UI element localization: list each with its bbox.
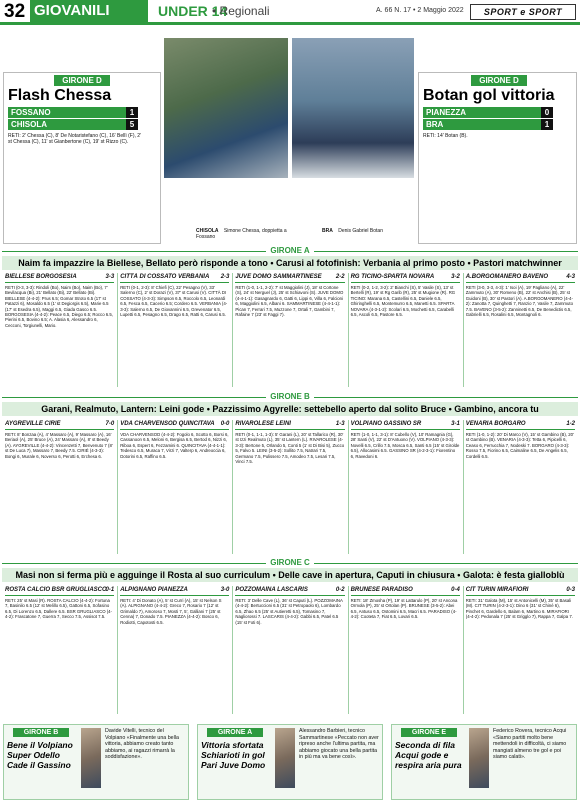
column-divider (232, 586, 233, 714)
match-teams: CITTÀ DI COSSATO VERBANIA (120, 274, 210, 280)
match-report (232, 586, 347, 714)
match-report (463, 273, 578, 387)
article-headline: Flash Chessa (8, 87, 112, 104)
match-teams: AYGREVILLE CIRIÉ (5, 421, 61, 427)
column-divider (463, 420, 464, 554)
caption-text: Denis Gabriel Botan (338, 228, 383, 234)
match-report (117, 420, 232, 554)
photo-bra-player (292, 38, 414, 178)
match-details: RETI: 3' Delle Cave (L), 36' st Caputi (L). POZZOMAINA (4-4-2): Bertuccioni 6.5 (31' st Petropaolo 6), Lombardo 6.5, Zhao 6.5 (25' st Autieretti 6.5), Tomasino 7, Nagliorossi 7. LASCARIS (4-4-2): Gabbi 6.5, Patel 6.5 (15' st Foti 6). (235, 598, 343, 625)
girone-b-headline: Garani, Realmuto, Lantern: Leini gode • Pazzissimo Agyrelle: settebello aperto dal solito Bruce • Gambino, ancora tu (2, 402, 578, 416)
match-details: RETI: 18' Zmosha (P), 19' st Lattarulo (P), 20' st Ancona Ormola (P), 25' st Ortolan (P). BRUNESE (3-5-2): Abei 6.5, Antuso 6.5, Ostomini 6.5, Macri 6.5. PARADISO (4-4-2): Cooteta 7, Fiat 6.5, Lovari 6.5. (350, 598, 458, 620)
match-details: RETI (1-0, 1-1, 2-2): 7' st Maggiolini (J), 18' st Cortone (S), 24' st Nerguel (J), 25' st Schiavoni (S). JUVE DOMO (4-4-1-1): Gasagnardo 6, Gatti 6, Lippi 6, Villa 6, Falcioni 6, Maggiolini 6.5, Albani 6. SAMMARTINESE (4-4-1-1): Pican 7, Ferrari 7.5, Muzzone 7, Ortali 7, Gambini 7, Rafaine 7 (23' st Faggi 7). (235, 285, 344, 318)
match-score: 2-3 (220, 274, 230, 280)
team-name: PIANEZZA (426, 108, 466, 117)
match-score: 2-2 (335, 274, 345, 280)
match-details: RETI: 8' Bonzaa (A), 4' Massaro (A), 9' Massaro (A), 16' Beriaol (A), 25' Bruce (A), 24' Massaro (A), 8' st Beedy (A). AYGREVILLE (4-4-2): Vincenzetti 7, Benvenuto 7 (8' st De Luca 7), Massaro 7, Beedy 7.5. CIRIÉ (4-3-3): Bongi 6, Murale 6, Noverso 6, Perotti 6, Erchesa 6. (5, 432, 113, 459)
match-title (235, 586, 344, 596)
column-divider (348, 273, 349, 387)
interview-photo (275, 728, 295, 788)
column-divider (232, 420, 233, 554)
match-details: RETI (0-3, 3-3): Rindoli (Bo), Naim (Bo), Naim (Bo), 7' Bevilacqua (Bi), 21' Bellato (Bi), 22' Bellato (Bi). BIELLESE (4-4-2): Prus 6.5; Gomar Stroto 6.5 (17' st Patazzi 6), Mosaldo 6.5 (1' st Degiorgis 6.5), Marie 6.5 (17' st Esedra 6.5), Maggi 6.5, Giada Gasco 6.5. BORGOSESIA (4-4-2): Peace 6.5, Diego 6.5; Rocco 6.5, Pierini 6.5, Bovino 6.5; A. Alasia 6, Alessandro 6, Cecconi, Torgiunelli, Mario. (5, 285, 113, 328)
match-teams: VENARIA BORGARO (465, 421, 526, 427)
match-title (235, 273, 344, 283)
match-report (463, 586, 578, 714)
score-row (8, 107, 138, 118)
column-divider (117, 586, 118, 714)
match-score: 3-0 (220, 587, 230, 593)
match-report (117, 586, 232, 714)
match-report (2, 586, 117, 714)
match-teams: ALPIGNANO PIANEZZA (120, 587, 188, 593)
match-score: 3-1 (451, 421, 460, 427)
match-score: 3-3 (105, 274, 115, 280)
interview-quote: Federico Rovera, tecnico Acqui «Siamo partiti molto bene mettendoli in difficoltà, ci siamo mangiati almeno tre gol e poi siamo calati». (493, 728, 567, 761)
match-teams: A.BORGOMANERO BAVENO (465, 274, 549, 280)
column-divider (463, 586, 464, 714)
match-details: RETI: 25' st Masi (R). ROSTA CALCIO (4-4-2): Fortuna 7, Basinilo 6.5 (12' st Melillo 6.5), Gattoni 6.5, Sofasino 6.5, Di Lorenzo 6.5, Dallere 6.5. BSR GRUGLIASCO (4-4-2): Frascatone 7, Guerra 7, Secco 7.5, Assisot 7.5. (5, 598, 112, 620)
match-title (5, 420, 114, 430)
column-divider (117, 420, 118, 554)
scorers-text: RETI: 14' Botan (B). (423, 133, 468, 139)
region-label: • Regionali (212, 4, 270, 18)
match-score: 0-2 (335, 587, 345, 593)
page-header (0, 0, 580, 25)
interview-title: Seconda di fila Acqui gode e respira aria pura (395, 740, 462, 770)
column-divider (348, 586, 349, 714)
match-score: 4-3 (566, 274, 575, 280)
team-name: BRA (426, 120, 444, 129)
team-name: CHISOLA (11, 120, 47, 129)
column-divider (117, 273, 118, 387)
match-title (351, 420, 460, 430)
team-score: 5 (126, 119, 138, 130)
match-score: 1-2 (566, 421, 575, 427)
match-score: 0-1 (105, 587, 115, 593)
match-teams: ROSTA CALCIO BSR GRUGLIASCO (5, 587, 107, 593)
issue-date: A. 66 N. 17 • 2 Maggio 2022 (376, 7, 464, 14)
top-right-article (418, 72, 577, 244)
match-title (120, 586, 229, 596)
caption-team: BRA (322, 228, 333, 234)
category-label: UNDER 14 (158, 3, 228, 19)
match-details: VDA CHARVENSOD (4-4-2): Fogolo 6, Scotto 6, Borsi 6, Cassanoon 6.5, Meloni 6, Bergisa 6.5, Bertod 6, Nizzi 6, Riboa 6, Espert 6, Fezzamini 6. QUINCITAVA (4-4-1-1): Tedesco 6.5, Muraca 7, Virzi 7, Valterp 6, Andreoccia 6, Dotorini 6.5, Raffino 6.5. (120, 432, 229, 459)
match-report (348, 586, 463, 714)
publication-logo: SPORT e SPORT (470, 4, 576, 20)
interview-title: Bene il Volpiano Super Odello Cade il Gassino (7, 740, 73, 770)
match-teams: VOLPIANO GASSINO SR (350, 421, 422, 427)
team-score: 1 (541, 119, 553, 130)
match-teams: VDA CHARVENSOD QUINCITAVA (120, 421, 215, 427)
score-row (423, 107, 553, 118)
match-teams: JUVE DOMO SAMMARTINESE (235, 274, 322, 280)
match-title (120, 273, 229, 283)
interview-quote: Alessandro Barbieri, tecnico Sammartinese «Peccato non aver ripreso anche l'ultima partita, ma abbiamo giocato una bella partita in più ma va bene così». (299, 728, 379, 761)
interview-photo (469, 728, 489, 788)
column-divider (348, 420, 349, 554)
scorers-text: RETI: 2' Chessa (C), 8' De Notaristefano (C), 16' Bellì (F), 2' st Chessa (C), 11' st Gianbertone (C), 19' st Rizzo (C). (8, 133, 142, 145)
photo-chisola-player (164, 38, 288, 178)
girone-c-label: GIRONE C (2, 558, 578, 568)
interview-group-tag: GIRONE A (207, 728, 263, 737)
score-row (423, 119, 553, 130)
match-score: 0-4 (451, 587, 460, 593)
girone-b-label: GIRONE B (2, 392, 578, 402)
match-title (5, 273, 114, 283)
column-divider (232, 273, 233, 387)
match-report (348, 420, 463, 554)
match-details: RETI (0-1, 1-1, 1-3): 5' Garani (L), 20' st Tallarico (R), 30' st Izzi Realmuto (L), 35' st Lantern (L). RIVAROLESE (4-3-3): Bertone 5, Orlando 5, Conti 5 (1' st Di Bisi 5), Zucco 5, Falvo 5. LEINI (3-5-2): Sollito 7.5, Natrari 7.5, Germano 7.5, Pulissero 7.5, Amodeo 7.5, Lesari 7.5, Vinci 7.5. (235, 432, 345, 465)
team-name: FOSSANO (11, 108, 51, 117)
match-report (117, 273, 232, 387)
interview-quote: Davide Vitelli, tecnico del Volpiano «Finalmente una bella vittoria, abbiamo creato tanto abbiamo, ai ragazzi rimarrà la soddisfazione». (105, 728, 179, 761)
match-details: RETI (0-2, 1-2, 3-2): 2' Bianchi (S), 5' Vasile (S), 13' st Bertelli (R), 19' st Rg Garib (R), 25' st Mugione (R). RG TICINO: Marana 6.5, Castellini 6.5, Daniele 6.5, Ghiringhelli 6.5, Montemurro 6.5, Manetti 6.5. SPARTA NOVARA (4-3-1-2): Scolari 6.5, Mochetti 6.5, Carabelli 6.5, Ascoli 6.5, Pastore 6.5. (350, 285, 456, 318)
match-title (466, 273, 575, 283)
match-teams: RIVAROLESE LEINI (235, 421, 291, 427)
page-number: 32 (4, 1, 26, 22)
match-details: RETI (0-1, 2-3): 8' Chiefi (C), 22' Pesagno (V), 33' Salerno (C), 2' st Dorazi (V), 37' st Carusi (V). CITTÀ DI COSSATO (4-3-3): Simpson 6.5, Roccolo 6.5, Leonardi 6.5, Fesca 6.5, Cacerio 6.5; Cordero 6.5. VERBANIA (4-3-3): Salerno 6.5, De Giovannini 6.5, Grevenator 6.5, Lupetti 6.5, Pesagno 6.5, Drago 6.5, Ratti 6, Carusi 6.5. (120, 285, 228, 318)
score-row (8, 119, 138, 130)
match-score: 0-0 (220, 421, 230, 427)
match-title (351, 586, 460, 596)
match-title (120, 420, 229, 430)
match-details: RETI (3-0, 3-3, 4-3): 1' Isoi (A), 19' Pagliano (A), 22' Zammuto (A), 30' Romeno (B), 22' st Anchisi (B), 25' st Guidoni (B), 30' st Pastori (A). A.BORGOMANERO (4-4-2): Zanotta 7, Quinghetti 7, Ranzio 7, Vasile 7, Zammuto 7.5. BAVENO (3-5-2): Zanninetti 6.5, De Benedictis 6.5, Gabrielli 6.5, Rosalini 6.5, Montagnoli 6. (465, 285, 573, 318)
girone-a-label: GIRONE A (2, 246, 578, 256)
photo-caption (196, 228, 296, 240)
match-title (235, 420, 344, 430)
match-details: RETI: 31' Galota (M), 15' st Antonicelli (M), 35' st Basali (M). CIT TURIN (4-2-3-1): Dino 6 (31' st Chiné 6), Pinchet 6, Gardello 6, Balam 6, Martino 6. MIRAFIORI (4-4-2): Pedonala 7 (25' st Grigglo 7), Rappa 7, Galpa 7. (465, 598, 573, 620)
interview-group-tag: GIRONE E (401, 728, 457, 737)
caption-text: Simone Chessa, doppietta a Fossano (196, 228, 287, 240)
match-report (348, 273, 463, 387)
interview-group-tag: GIRONE B (13, 728, 69, 737)
section-title: GIOVANILI (30, 0, 148, 22)
caption-team: CHISOLA (196, 228, 219, 234)
match-report (232, 273, 347, 387)
group-tag: GIRONE D (54, 75, 110, 86)
match-report (2, 273, 117, 387)
match-teams: BRUNESE PARADISO (350, 587, 413, 593)
photo-caption (322, 228, 414, 234)
match-details: RETI (1-0, 1-2): 20' Di Marco (V), 15' st Gambino (B), 20' st Gambino (B). VENARIA (4-3-3): Tetta 6, Pipicelli 6, Ceaso 6, Ferrucchia 7, Nodeski 7. BORGARO (4-3-3): Rosso 7.5, Fiorino 6.5, Caimaline 6.5, De Angelis 6.5, Cordelli 6.5. (465, 432, 574, 459)
team-score: 1 (126, 107, 138, 118)
article-headline: Botan gol vittoria (423, 87, 555, 104)
match-teams: CIT TURIN MIRAFIORI (465, 587, 529, 593)
match-details: RETI (1-0, 1-1, 3-1): 8' Cubello (V), 10' Ramagnia (G), 28' Santi (V), 22' st D'Antuono (V). VOLPIANO (4-3-3): Novelli 6.5, Crillo 7.5, Mosca 6.5, Santi 6.5 (15' st Girolde 6.5), Allocasimi 6.5. GASSINO SR (4-2-3-1): Fiorentino 6, Ravedoni 6. (350, 432, 460, 459)
match-score: 0-3 (566, 587, 575, 593)
column-divider (463, 273, 464, 387)
match-report (232, 420, 347, 554)
interview-title: Vittoria sfortata Schiarioti in gol Pari Juve Domo (201, 740, 266, 770)
top-left-article (3, 72, 161, 244)
match-teams: RG TICINO-SPARTA NOVARA (350, 274, 435, 280)
match-teams: BIELLESE BORGOSESIA (5, 274, 77, 280)
match-title (5, 586, 114, 596)
match-report (2, 420, 117, 554)
match-score: 7-0 (105, 421, 115, 427)
match-title (466, 586, 575, 596)
interview-photo (81, 728, 101, 788)
match-teams: POZZOMAINA LASCARIS (235, 587, 308, 593)
match-title (466, 420, 575, 430)
match-report (463, 420, 578, 554)
match-title (351, 273, 460, 283)
team-score: 0 (541, 107, 553, 118)
match-score: 1-3 (335, 421, 345, 427)
group-tag: GIRONE D (471, 75, 527, 86)
girone-a-headline: Naim fa impazzire la Biellese, Bellato però risponde a tono • Carusi al fotofinish: Verbania al primo posto • Pastori matchwinner (2, 256, 578, 270)
girone-c-headline: Masi non si ferma più e agguinge il Rosta al suo curriculum • Delle cave in apertura, Caputi in chiusura • Galota: è festa gialloblù (2, 568, 578, 582)
match-score: 3-2 (451, 274, 460, 280)
match-details: RETI: 4' Di Donato (A), 5' st Curri (A), 15' st Nelson S (A). ALPIGNANO (4-4-2): Greco 7, Rosario 7 (12' st Grimaldo 7), Amoroso 7, Mosti 7, 5', Galliani 7 (25' st Cenna) 7, Donado 7.5. PIANEZZA (4-4-2): Bosco 6, Rodiotti, Capotosti 6.5. (120, 598, 222, 625)
